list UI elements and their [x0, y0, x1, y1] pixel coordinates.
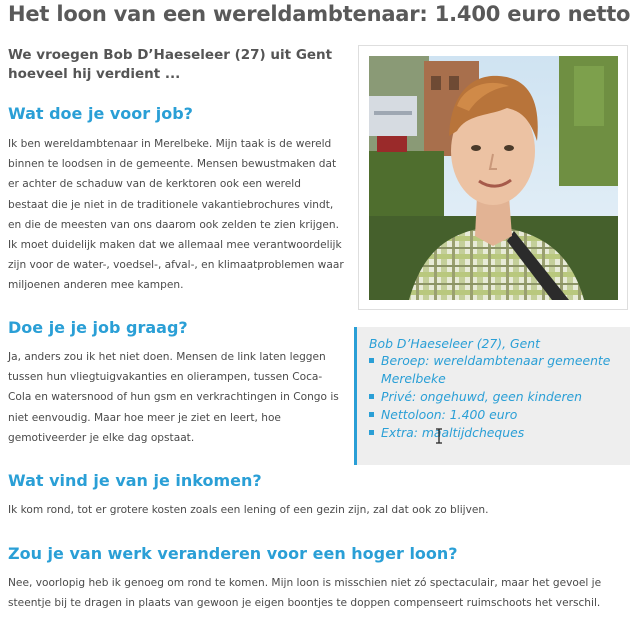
factbox-item [369, 406, 618, 424]
article-title: Het loon van een wereldambtenaar: 1.400 euro netto [8, 2, 631, 26]
text-cursor-icon [434, 428, 444, 444]
factbox-list [369, 352, 618, 442]
square-bullet-icon [369, 394, 374, 399]
factbox-item [369, 388, 618, 406]
factbox [354, 327, 630, 465]
portrait-photo [369, 56, 618, 300]
square-bullet-icon [369, 430, 374, 435]
factbox-item-text: Privé: ongehuwd, geen kinderen [381, 389, 583, 404]
section-body-job: Ik ben wereldambtenaar in Merelbeke. Mijn taak is de wereld binnen te loodsen in de gemeente. Mensen bewustmaken dat er achter de schaduw van de kerktoren ook een wereld bestaat die je niet in de traditionele vakantiebrochures vindt, en die de meesten van ons daarom ook zelden te zien krijgen. Ik moet duidelijk maken dat we allemaal mee verantwoordelijk zijn voor de water-, voedsel-, afval-, en klimaatproblemen waar miljoenen anderen mee kampen. [8, 138, 344, 292]
section-heading-graag: Doe je je job graag? [8, 318, 188, 337]
factbox-item [369, 424, 618, 442]
section-heading-job: Wat doe je voor job? [8, 104, 193, 123]
factbox-item-text: Beroep: wereldambtenaar gemeente Merelbeke [381, 353, 611, 386]
square-bullet-icon [369, 358, 374, 363]
factbox-item-text: Nettoloon: 1.400 euro [381, 407, 518, 422]
section-body-inkomen: Ik kom rond, tot er grotere kosten zoals een lening of een gezin zijn, zal dat ook zo blijven. [8, 504, 489, 516]
section-heading-loon: Zou je van werk veranderen voor een hoger loon? [8, 544, 458, 563]
section-body-loon: Nee, voorlopig heb ik genoeg om rond te komen. Mijn loon is misschien niet zó spectaculair, maar het gevoel je steentje bij te dragen in plaats van gewoon je eigen boontjes te doppen compenseert ruimschoots het verschil. [8, 577, 602, 610]
section-heading-inkomen: Wat vind je van je inkomen? [8, 471, 262, 490]
factbox-item [369, 352, 618, 388]
square-bullet-icon [369, 412, 374, 417]
section-body-graag: Ja, anders zou ik het niet doen. Mensen de link laten leggen tussen hun vliegtuigvakanties en olierampen, tussen Coca-Cola en watersnood of hun gsm en verkrachtingen in Congo is niet eenvoudig. Maar hoe meer je ziet en leert, hoe gemotiveerder je elke dag opstaat. [8, 351, 339, 444]
factbox-title: Bob D’Haeseleer (27), Gent [369, 336, 540, 351]
factbox-item-text: Extra: maaltijdcheques [381, 425, 525, 440]
portrait-illustration [369, 56, 618, 300]
photo-frame [358, 45, 628, 310]
article-intro: We vroegen Bob D’Haeseleer (27) uit Gent hoeveel hij verdient ... [8, 47, 333, 82]
